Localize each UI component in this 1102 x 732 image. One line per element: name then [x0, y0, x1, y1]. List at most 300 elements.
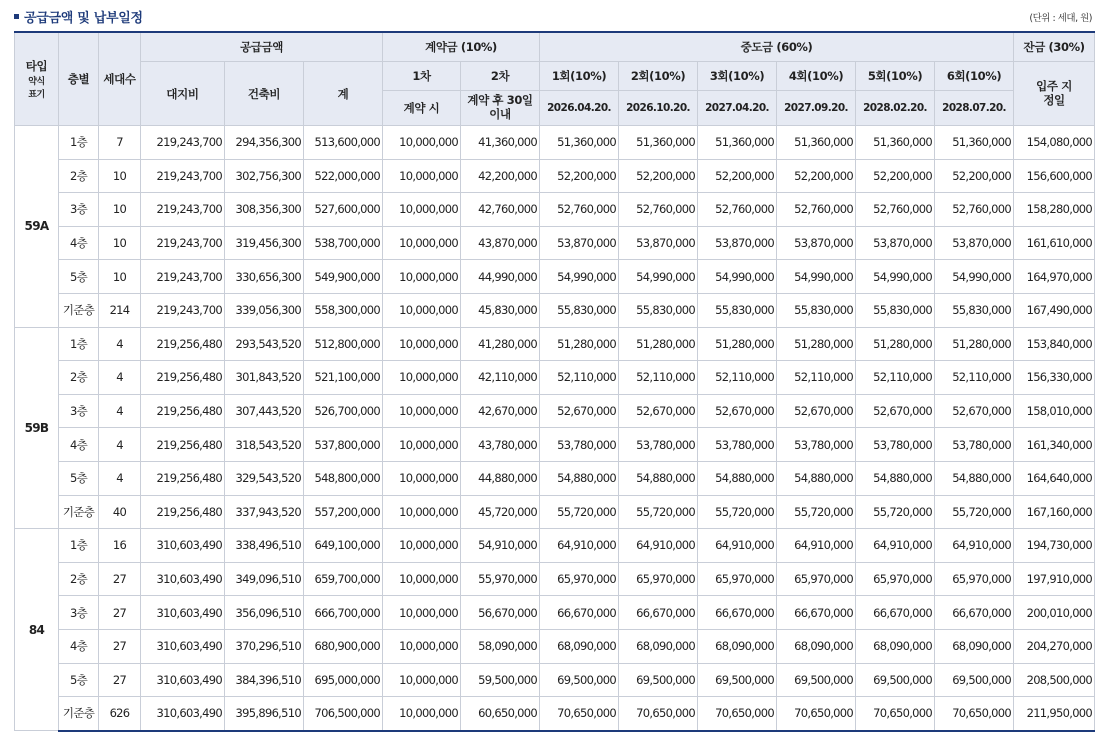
cell-balance: 194,730,000	[1014, 529, 1095, 563]
cell-building: 330,656,300	[225, 260, 304, 294]
cell-land: 219,243,700	[141, 159, 225, 193]
cell-mid: 53,780,000	[777, 428, 856, 462]
cell-mid: 54,880,000	[698, 461, 777, 495]
table-row	[15, 361, 1095, 395]
cell-mid: 64,910,000	[856, 529, 935, 563]
cell-mid: 65,970,000	[698, 562, 777, 596]
cell-units: 10	[99, 159, 141, 193]
cell-floor: 기준층	[59, 495, 99, 529]
cell-mid: 53,870,000	[540, 226, 619, 260]
cell-mid: 65,970,000	[856, 562, 935, 596]
header-mid-6: 6회(10%)	[935, 62, 1014, 91]
table-row	[15, 596, 1095, 630]
cell-units: 7	[99, 126, 141, 160]
header-mid-4: 4회(10%)	[777, 62, 856, 91]
cell-mid: 69,500,000	[619, 663, 698, 697]
cell-mid: 66,670,000	[777, 596, 856, 630]
cell-mid: 52,670,000	[619, 394, 698, 428]
cell-building: 293,543,520	[225, 327, 304, 361]
table-row	[15, 461, 1095, 495]
cell-mid: 52,760,000	[856, 193, 935, 227]
cell-mid: 55,830,000	[540, 293, 619, 327]
header-dep2-when	[461, 91, 540, 126]
cell-land: 310,603,490	[141, 629, 225, 663]
cell-mid: 51,360,000	[856, 126, 935, 160]
cell-land: 219,256,480	[141, 495, 225, 529]
table-row	[15, 193, 1095, 227]
cell-building: 356,096,510	[225, 596, 304, 630]
cell-dep1: 10,000,000	[383, 629, 461, 663]
cell-mid: 69,500,000	[698, 663, 777, 697]
cell-total: 526,700,000	[304, 394, 383, 428]
cell-floor: 1층	[59, 126, 99, 160]
cell-mid: 55,830,000	[935, 293, 1014, 327]
cell-total: 527,600,000	[304, 193, 383, 227]
cell-dep2: 44,880,000	[461, 461, 540, 495]
cell-mid: 68,090,000	[777, 629, 856, 663]
cell-dep1: 10,000,000	[383, 293, 461, 327]
cell-mid: 51,360,000	[935, 126, 1014, 160]
cell-land: 219,243,700	[141, 293, 225, 327]
cell-units: 4	[99, 327, 141, 361]
cell-total: 537,800,000	[304, 428, 383, 462]
cell-mid: 66,670,000	[856, 596, 935, 630]
cell-dep1: 10,000,000	[383, 327, 461, 361]
header-supply: 공급금액	[141, 32, 383, 62]
cell-floor: 3층	[59, 193, 99, 227]
cell-floor: 기준층	[59, 697, 99, 731]
cell-mid: 52,110,000	[777, 361, 856, 395]
cell-mid: 52,200,000	[698, 159, 777, 193]
cell-total: 706,500,000	[304, 697, 383, 731]
type-cell: 59B	[15, 327, 59, 529]
cell-mid: 68,090,000	[619, 629, 698, 663]
table-row	[15, 260, 1095, 294]
cell-floor: 3층	[59, 596, 99, 630]
cell-total: 522,000,000	[304, 159, 383, 193]
cell-mid: 66,670,000	[935, 596, 1014, 630]
cell-dep1: 10,000,000	[383, 663, 461, 697]
cell-mid: 64,910,000	[540, 529, 619, 563]
cell-total: 512,800,000	[304, 327, 383, 361]
cell-total: 659,700,000	[304, 562, 383, 596]
cell-mid: 54,990,000	[777, 260, 856, 294]
cell-building: 338,496,510	[225, 529, 304, 563]
table-row	[15, 562, 1095, 596]
header-mid-date-2: 2026.10.20.	[619, 91, 698, 126]
cell-balance: 197,910,000	[1014, 562, 1095, 596]
cell-mid: 51,280,000	[856, 327, 935, 361]
cell-building: 308,356,300	[225, 193, 304, 227]
cell-units: 27	[99, 562, 141, 596]
cell-floor: 기준층	[59, 293, 99, 327]
cell-mid: 53,870,000	[935, 226, 1014, 260]
unit-note: (단위 : 세대, 원)	[1029, 13, 1092, 24]
cell-balance: 204,270,000	[1014, 629, 1095, 663]
cell-units: 4	[99, 461, 141, 495]
cell-building: 329,543,520	[225, 461, 304, 495]
cell-balance: 211,950,000	[1014, 697, 1095, 731]
cell-building: 384,396,510	[225, 663, 304, 697]
header-floor: 층별	[59, 32, 99, 126]
cell-total: 548,800,000	[304, 461, 383, 495]
cell-land: 219,256,480	[141, 461, 225, 495]
cell-mid: 52,760,000	[698, 193, 777, 227]
cell-mid: 55,720,000	[856, 495, 935, 529]
header-mid-date-4: 2027.09.20.	[777, 91, 856, 126]
cell-mid: 65,970,000	[777, 562, 856, 596]
cell-units: 626	[99, 697, 141, 731]
cell-dep1: 10,000,000	[383, 226, 461, 260]
cell-units: 27	[99, 663, 141, 697]
cell-land: 219,256,480	[141, 394, 225, 428]
cell-building: 294,356,300	[225, 126, 304, 160]
cell-mid: 52,110,000	[856, 361, 935, 395]
cell-building: 319,456,300	[225, 226, 304, 260]
cell-dep1: 10,000,000	[383, 394, 461, 428]
cell-balance: 161,340,000	[1014, 428, 1095, 462]
cell-floor: 4층	[59, 226, 99, 260]
cell-mid: 66,670,000	[619, 596, 698, 630]
cell-mid: 53,780,000	[619, 428, 698, 462]
cell-mid: 64,910,000	[777, 529, 856, 563]
cell-mid: 52,670,000	[777, 394, 856, 428]
cell-mid: 54,990,000	[619, 260, 698, 294]
cell-building: 370,296,510	[225, 629, 304, 663]
header-dep2-when-text: 계약 후 30일 이내	[467, 93, 533, 121]
cell-balance: 153,840,000	[1014, 327, 1095, 361]
cell-building: 337,943,520	[225, 495, 304, 529]
cell-dep2: 42,200,000	[461, 159, 540, 193]
cell-mid: 51,360,000	[777, 126, 856, 160]
cell-total: 680,900,000	[304, 629, 383, 663]
cell-floor: 2층	[59, 562, 99, 596]
cell-mid: 53,870,000	[619, 226, 698, 260]
cell-mid: 52,760,000	[540, 193, 619, 227]
cell-dep2: 54,910,000	[461, 529, 540, 563]
cell-mid: 68,090,000	[540, 629, 619, 663]
cell-units: 16	[99, 529, 141, 563]
cell-mid: 53,780,000	[540, 428, 619, 462]
table-row	[15, 126, 1095, 160]
cell-dep2: 42,110,000	[461, 361, 540, 395]
cell-mid: 51,280,000	[777, 327, 856, 361]
cell-mid: 54,880,000	[935, 461, 1014, 495]
cell-land: 219,243,700	[141, 226, 225, 260]
cell-dep1: 10,000,000	[383, 562, 461, 596]
type-cell: 84	[15, 529, 59, 731]
cell-floor: 5층	[59, 663, 99, 697]
cell-mid: 54,990,000	[540, 260, 619, 294]
cell-mid: 55,720,000	[777, 495, 856, 529]
table-row	[15, 394, 1095, 428]
cell-units: 10	[99, 193, 141, 227]
payment-schedule-table	[14, 31, 1095, 732]
cell-total: 513,600,000	[304, 126, 383, 160]
cell-mid: 55,830,000	[619, 293, 698, 327]
cell-units: 10	[99, 226, 141, 260]
cell-dep1: 10,000,000	[383, 126, 461, 160]
cell-mid: 52,110,000	[698, 361, 777, 395]
header-deposit: 계약금 (10%)	[383, 32, 540, 62]
cell-mid: 51,360,000	[698, 126, 777, 160]
cell-mid: 54,880,000	[856, 461, 935, 495]
cell-mid: 54,990,000	[935, 260, 1014, 294]
cell-dep2: 43,870,000	[461, 226, 540, 260]
cell-mid: 52,670,000	[935, 394, 1014, 428]
cell-dep2: 41,360,000	[461, 126, 540, 160]
cell-units: 40	[99, 495, 141, 529]
cell-mid: 55,830,000	[856, 293, 935, 327]
cell-floor: 2층	[59, 159, 99, 193]
cell-units: 10	[99, 260, 141, 294]
header-balance-when	[1014, 62, 1095, 126]
cell-dep1: 10,000,000	[383, 193, 461, 227]
cell-units: 4	[99, 361, 141, 395]
cell-mid: 66,670,000	[698, 596, 777, 630]
cell-mid: 70,650,000	[619, 697, 698, 731]
cell-mid: 54,880,000	[777, 461, 856, 495]
cell-building: 301,843,520	[225, 361, 304, 395]
cell-dep1: 10,000,000	[383, 159, 461, 193]
cell-dep2: 43,780,000	[461, 428, 540, 462]
cell-mid: 55,720,000	[935, 495, 1014, 529]
cell-land: 219,256,480	[141, 327, 225, 361]
cell-land: 219,243,700	[141, 126, 225, 160]
table-row	[15, 226, 1095, 260]
cell-mid: 52,110,000	[935, 361, 1014, 395]
cell-dep2: 58,090,000	[461, 629, 540, 663]
header-mid-date-3: 2027.04.20.	[698, 91, 777, 126]
cell-mid: 51,280,000	[935, 327, 1014, 361]
table-row	[15, 293, 1095, 327]
cell-mid: 68,090,000	[935, 629, 1014, 663]
cell-mid: 70,650,000	[777, 697, 856, 731]
header-mid-date-5: 2028.02.20.	[856, 91, 935, 126]
cell-mid: 64,910,000	[935, 529, 1014, 563]
cell-total: 695,000,000	[304, 663, 383, 697]
cell-dep1: 10,000,000	[383, 529, 461, 563]
header-units: 세대수	[99, 32, 141, 126]
cell-mid: 68,090,000	[856, 629, 935, 663]
cell-mid: 51,360,000	[619, 126, 698, 160]
table-row	[15, 159, 1095, 193]
cell-mid: 52,200,000	[619, 159, 698, 193]
cell-mid: 52,200,000	[935, 159, 1014, 193]
cell-dep1: 10,000,000	[383, 697, 461, 731]
cell-floor: 4층	[59, 428, 99, 462]
table-row	[15, 529, 1095, 563]
cell-mid: 54,880,000	[540, 461, 619, 495]
cell-land: 219,256,480	[141, 428, 225, 462]
cell-mid: 69,500,000	[540, 663, 619, 697]
cell-mid: 52,670,000	[698, 394, 777, 428]
cell-mid: 52,670,000	[856, 394, 935, 428]
cell-floor: 1층	[59, 529, 99, 563]
cell-balance: 208,500,000	[1014, 663, 1095, 697]
table-row	[15, 697, 1095, 731]
header-mid-date-6: 2028.07.20.	[935, 91, 1014, 126]
cell-balance: 200,010,000	[1014, 596, 1095, 630]
header-middle: 중도금 (60%)	[540, 32, 1014, 62]
header-building: 건축비	[225, 62, 304, 126]
cell-mid: 66,670,000	[540, 596, 619, 630]
cell-total: 521,100,000	[304, 361, 383, 395]
table-row	[15, 629, 1095, 663]
cell-dep2: 56,670,000	[461, 596, 540, 630]
table-body	[15, 126, 1095, 731]
cell-building: 318,543,520	[225, 428, 304, 462]
cell-balance: 156,330,000	[1014, 361, 1095, 395]
header-balance: 잔금 (30%)	[1014, 32, 1095, 62]
cell-floor: 4층	[59, 629, 99, 663]
cell-balance: 164,640,000	[1014, 461, 1095, 495]
header-mid-2: 2회(10%)	[619, 62, 698, 91]
cell-mid: 53,780,000	[935, 428, 1014, 462]
cell-mid: 55,720,000	[540, 495, 619, 529]
table-header	[15, 32, 1095, 126]
cell-mid: 52,760,000	[619, 193, 698, 227]
cell-mid: 69,500,000	[935, 663, 1014, 697]
cell-building: 302,756,300	[225, 159, 304, 193]
cell-total: 558,300,000	[304, 293, 383, 327]
cell-mid: 52,110,000	[619, 361, 698, 395]
cell-floor: 1층	[59, 327, 99, 361]
cell-mid: 52,200,000	[540, 159, 619, 193]
cell-building: 307,443,520	[225, 394, 304, 428]
cell-mid: 52,760,000	[935, 193, 1014, 227]
header-mid-3: 3회(10%)	[698, 62, 777, 91]
cell-mid: 51,280,000	[619, 327, 698, 361]
type-cell: 59A	[15, 126, 59, 328]
cell-mid: 53,780,000	[698, 428, 777, 462]
cell-mid: 52,200,000	[856, 159, 935, 193]
cell-mid: 53,780,000	[856, 428, 935, 462]
cell-mid: 69,500,000	[856, 663, 935, 697]
cell-balance: 154,080,000	[1014, 126, 1095, 160]
header-balance-when-text: 입주 지정일	[1036, 78, 1072, 107]
table-row	[15, 428, 1095, 462]
cell-dep2: 60,650,000	[461, 697, 540, 731]
cell-mid: 55,720,000	[619, 495, 698, 529]
cell-mid: 54,990,000	[856, 260, 935, 294]
cell-balance: 167,160,000	[1014, 495, 1095, 529]
header-dep1-when: 계약 시	[383, 91, 461, 126]
cell-building: 349,096,510	[225, 562, 304, 596]
cell-total: 538,700,000	[304, 226, 383, 260]
cell-balance: 156,600,000	[1014, 159, 1095, 193]
cell-mid: 70,650,000	[856, 697, 935, 731]
header-type	[15, 32, 59, 126]
cell-dep1: 10,000,000	[383, 495, 461, 529]
table-row	[15, 327, 1095, 361]
cell-land: 219,243,700	[141, 193, 225, 227]
cell-dep1: 10,000,000	[383, 461, 461, 495]
cell-dep2: 42,760,000	[461, 193, 540, 227]
cell-mid: 65,970,000	[619, 562, 698, 596]
cell-mid: 52,760,000	[777, 193, 856, 227]
cell-mid: 52,200,000	[777, 159, 856, 193]
cell-building: 395,896,510	[225, 697, 304, 731]
cell-floor: 2층	[59, 361, 99, 395]
cell-units: 4	[99, 428, 141, 462]
cell-mid: 55,720,000	[698, 495, 777, 529]
header-total: 계	[304, 62, 383, 126]
cell-land: 219,243,700	[141, 260, 225, 294]
header-mid-date-1: 2026.04.20.	[540, 91, 619, 126]
header-dep1: 1차	[383, 62, 461, 91]
cell-mid: 69,500,000	[777, 663, 856, 697]
cell-mid: 70,650,000	[698, 697, 777, 731]
cell-land: 310,603,490	[141, 596, 225, 630]
section-title-text: 공급금액 및 납부일정	[24, 11, 143, 26]
cell-balance: 161,610,000	[1014, 226, 1095, 260]
table-row	[15, 495, 1095, 529]
cell-mid: 55,830,000	[777, 293, 856, 327]
cell-building: 339,056,300	[225, 293, 304, 327]
cell-mid: 53,870,000	[856, 226, 935, 260]
cell-floor: 5층	[59, 461, 99, 495]
header-land: 대지비	[141, 62, 225, 126]
cell-floor: 5층	[59, 260, 99, 294]
cell-mid: 68,090,000	[698, 629, 777, 663]
cell-mid: 64,910,000	[619, 529, 698, 563]
cell-dep1: 10,000,000	[383, 428, 461, 462]
cell-balance: 158,280,000	[1014, 193, 1095, 227]
cell-balance: 164,970,000	[1014, 260, 1095, 294]
table-row	[15, 663, 1095, 697]
bullet-icon	[14, 14, 19, 19]
cell-mid: 64,910,000	[698, 529, 777, 563]
header-mid-5: 5회(10%)	[856, 62, 935, 91]
cell-mid: 52,110,000	[540, 361, 619, 395]
cell-dep2: 42,670,000	[461, 394, 540, 428]
cell-mid: 53,870,000	[698, 226, 777, 260]
cell-mid: 54,990,000	[698, 260, 777, 294]
cell-units: 27	[99, 629, 141, 663]
cell-mid: 65,970,000	[935, 562, 1014, 596]
cell-mid: 51,280,000	[540, 327, 619, 361]
cell-land: 310,603,490	[141, 529, 225, 563]
cell-units: 214	[99, 293, 141, 327]
cell-land: 310,603,490	[141, 663, 225, 697]
cell-mid: 54,880,000	[619, 461, 698, 495]
title-row	[0, 0, 1102, 30]
cell-land: 310,603,490	[141, 697, 225, 731]
cell-total: 549,900,000	[304, 260, 383, 294]
cell-dep2: 41,280,000	[461, 327, 540, 361]
header-mid-1: 1회(10%)	[540, 62, 619, 91]
cell-dep2: 59,500,000	[461, 663, 540, 697]
cell-mid: 70,650,000	[935, 697, 1014, 731]
cell-units: 27	[99, 596, 141, 630]
cell-units: 4	[99, 394, 141, 428]
cell-total: 557,200,000	[304, 495, 383, 529]
cell-mid: 52,670,000	[540, 394, 619, 428]
cell-mid: 70,650,000	[540, 697, 619, 731]
header-dep2: 2차	[461, 62, 540, 91]
cell-balance: 167,490,000	[1014, 293, 1095, 327]
header-type-line2: 약식	[28, 77, 45, 87]
cell-dep2: 45,830,000	[461, 293, 540, 327]
cell-balance: 158,010,000	[1014, 394, 1095, 428]
cell-mid: 53,870,000	[777, 226, 856, 260]
cell-dep2: 55,970,000	[461, 562, 540, 596]
cell-dep1: 10,000,000	[383, 361, 461, 395]
cell-dep1: 10,000,000	[383, 260, 461, 294]
section-title	[14, 7, 143, 26]
cell-floor: 3층	[59, 394, 99, 428]
